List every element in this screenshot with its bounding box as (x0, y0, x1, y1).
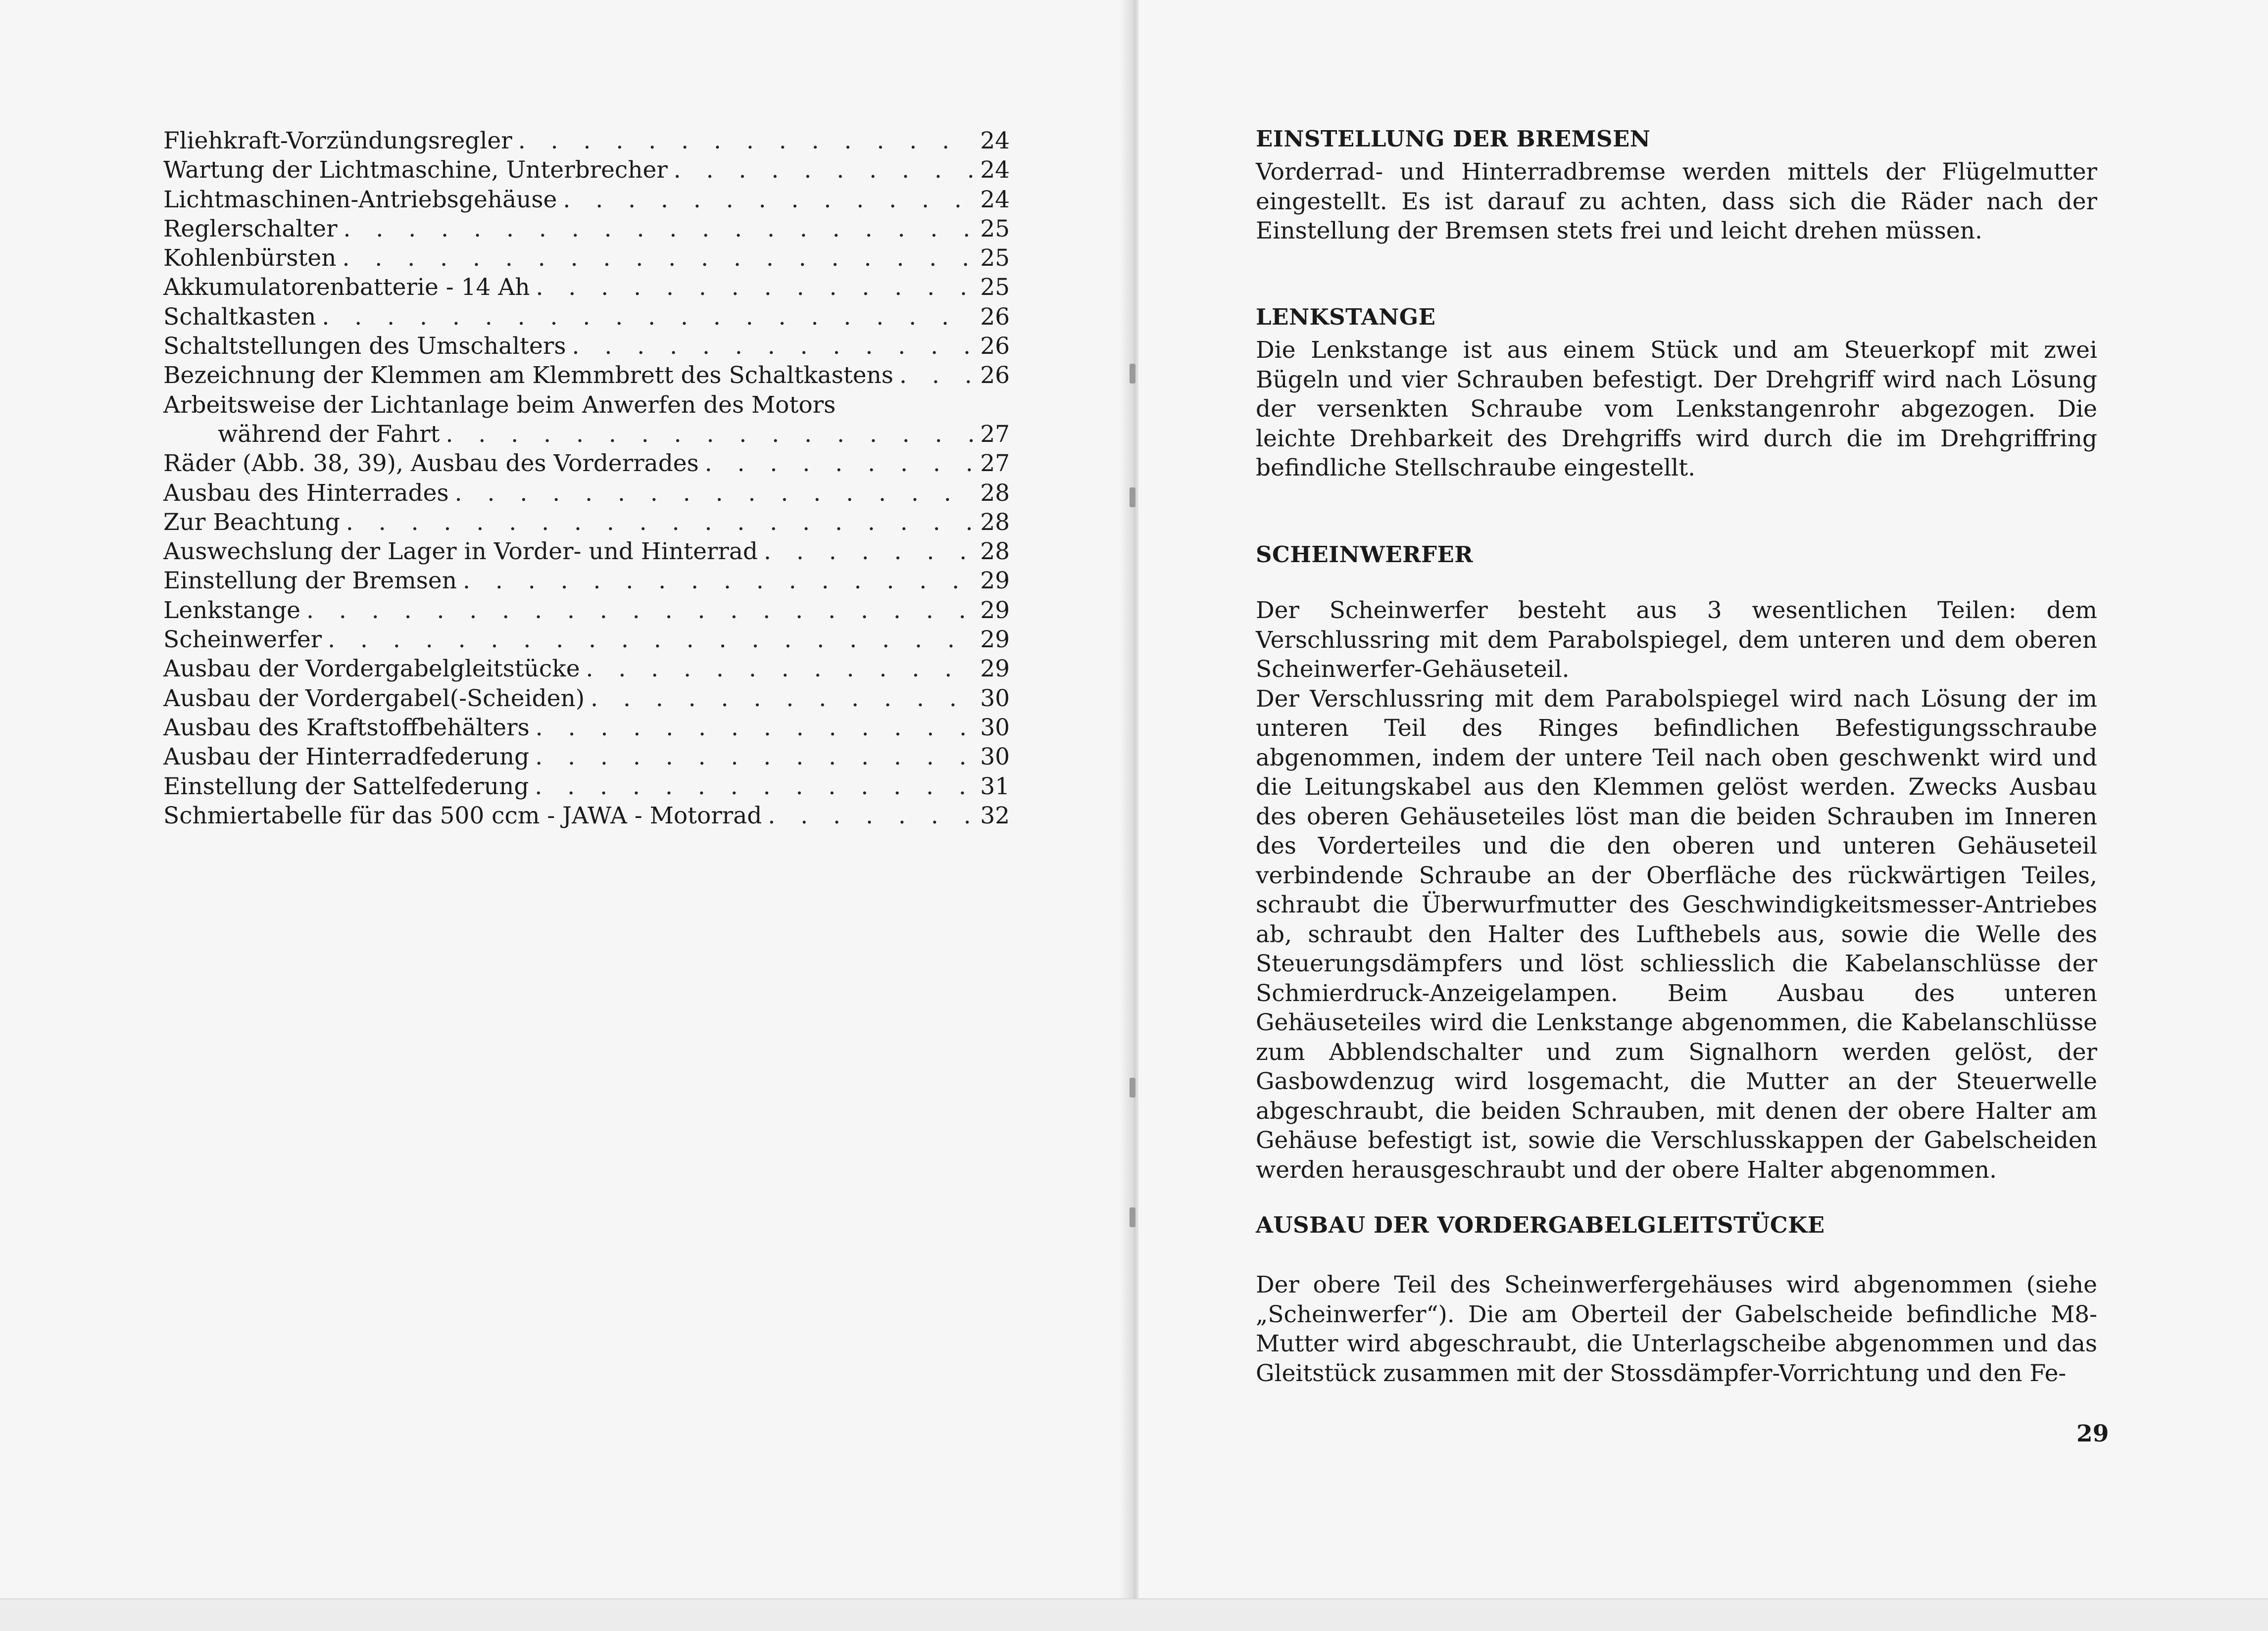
toc-entry (163, 420, 1010, 449)
table-of-contents (163, 126, 1010, 830)
paragraph: Der obere Teil des Scheinwerfergehäuses wird abgenommen (siehe „Scheinwerfer“). Die am Oberteil der Gabelscheide befindliche M8-Mutter wird abgeschraubt, die Unterlagscheibe abgenommen und das Gleitstück zusammen mit der Stossdämpfer-Vorrichtung und den Fe- (1256, 1271, 2097, 1387)
toc-entry-title: Akkumulatorenbatterie - 14 Ah (163, 274, 530, 301)
toc-entry (163, 214, 1010, 243)
toc-leader-dots (338, 214, 975, 243)
toc-leader-dots (529, 772, 975, 801)
toc-entry-title: Fliehkraft-Vorzündungsregler (163, 127, 512, 154)
toc-entry-title: Ausbau der Vordergabel(-Scheiden) (163, 684, 585, 712)
toc-entry (163, 185, 1010, 214)
toc-entry (163, 332, 1010, 361)
toc-leader-dots (557, 185, 975, 214)
toc-entry-title: Scheinwerfer (163, 626, 322, 654)
toc-entry-title: Lenkstange (163, 596, 300, 624)
toc-entry-title: Reglerschalter (163, 215, 338, 242)
toc-entry-title: Arbeitsweise der Lichtanlage beim Anwerfen des Motors (163, 391, 836, 419)
paragraph: Der Verschlussring mit dem Parabolspiegel wird nach Lösung der im unteren Teil des Ringes befindlichen Befestigungsschraube abgenommen, indem der untere Teil nach oben geschwenkt wird und die Leitungskabel aus den Klemmen gelöst werden. Zwecks Ausbau des oberen Gehäuseteiles löst man die beiden Schrauben im Inneren des Vorderteiles und die den oberen und unteren Gehäuseteil verbindende Schraube an der Oberfläche des rückwärtigen Teiles, schraubt die Überwurfmutter des Geschwindigkeitsmesser-Antriebes ab, schraubt den Halter des Lufthebels aus, sowie die Welle des Steuerungsdämpfers und löst schliesslich die Kabelanschlüsse der Schmierdruck-Anzeigelampen. Beim Ausbau des unteren Gehäuseteiles wird die Lenkstange abgenommen, die Kabelanschlüsse zum Abblendschalter und zum Signalhorn werden gelöst, der Gasbowdenzug wird losgemacht, die Mutter an der Steuerwelle abgeschraubt, die beiden Schrauben, mit denen der obere Halter am Gehäuse befestigt ist, sowie die Verschlusskappen der Gabelscheiden werden herausgeschraubt und der obere Halter abgenommen. (1256, 685, 2097, 1184)
toc-entry-title: Schmiertabelle für das 500 ccm - JAWA - Motorrad (163, 802, 762, 829)
toc-entry-page: 30 (980, 714, 1010, 741)
toc-entry-page: 28 (980, 479, 1010, 507)
toc-entry-title: Räder (Abb. 38, 39), Ausbau des Vorderrades (163, 450, 699, 478)
toc-entry-page: 30 (980, 684, 1010, 712)
toc-entry-title: Einstellung der Bremsen (163, 567, 457, 595)
toc-entry-page: 32 (980, 802, 1010, 829)
toc-entry-title: Ausbau des Hinterrades (163, 479, 449, 507)
toc-leader-dots (449, 479, 975, 508)
toc-leader-dots (585, 684, 975, 713)
binding-staple (1130, 487, 1135, 507)
toc-entry-page: 24 (980, 127, 1010, 154)
toc-entry (163, 155, 1010, 185)
toc-entry-page: 27 (980, 450, 1010, 478)
toc-entry-title: Ausbau der Hinterradfederung (163, 743, 530, 771)
toc-leader-dots (668, 155, 975, 185)
section-heading: EINSTELLUNG DER BREMSEN (1256, 126, 1651, 152)
toc-entry-page: 30 (980, 743, 1010, 771)
toc-entry-title: während der Fahrt (218, 420, 440, 448)
toc-entry (163, 273, 1010, 302)
toc-entry-title: Schaltstellungen des Umschalters (163, 333, 566, 360)
toc-entry (163, 742, 1010, 771)
toc-entry-page: 24 (980, 156, 1010, 184)
toc-leader-dots (580, 654, 975, 683)
toc-leader-dots (440, 420, 975, 449)
section-gleitstuecke (1256, 1210, 2097, 1388)
section-heading: LENKSTANGE (1256, 304, 1436, 330)
toc-entry (163, 479, 1010, 508)
toc-entry-page: 29 (980, 567, 1010, 595)
toc-entry-title: Bezeichnung der Klemmen am Klemmbrett des Schaltkastens (163, 362, 893, 389)
toc-entry-page: 27 (980, 420, 1010, 448)
toc-entry (163, 625, 1010, 654)
toc-entry (163, 596, 1010, 625)
toc-entry (163, 390, 1010, 420)
paragraph: Der Scheinwerfer besteht aus 3 wesentlichen Teilen: dem Verschlussring mit dem Parabolspiegel, dem unteren und dem oberen Scheinwerfer-Gehäuseteil. (1256, 597, 2097, 683)
toc-leader-dots (699, 449, 975, 478)
toc-entry-title: Schaltkasten (163, 303, 316, 331)
toc-entry (163, 449, 1010, 478)
toc-leader-dots (316, 302, 975, 332)
toc-entry-page: 29 (980, 655, 1010, 683)
toc-leader-dots (336, 243, 975, 273)
toc-entry-page: 28 (980, 508, 1010, 536)
toc-entry-page: 26 (980, 362, 1010, 389)
toc-leader-dots (529, 742, 975, 771)
toc-entry (163, 361, 1010, 390)
toc-entry-title: Auswechslung der Lager in Vorder- und Hinterrad (163, 538, 758, 566)
toc-entry-title: Einstellung der Sattelfederung (163, 772, 529, 800)
toc-entry-title: Zur Beachtung (163, 508, 340, 536)
toc-entry-title: Ausbau des Kraftstoffbehälters (163, 714, 530, 741)
toc-leader-dots (300, 596, 975, 625)
toc-entry-title: Ausbau der Vordergabelgleitstücke (163, 655, 580, 683)
section-scheinwerfer (1256, 539, 2097, 1185)
toc-entry-title: Kohlenbürsten (163, 244, 337, 272)
page-number: 29 (2076, 1420, 2109, 1447)
toc-entry (163, 713, 1010, 742)
toc-entry-page: 29 (980, 596, 1010, 624)
paragraph: Die Lenkstange ist aus einem Stück und am Steuerkopf mit zwei Bügeln und vier Schrauben befestigt. Der Drehgriff wird nach Lösung der versenkten Schraube vom Lenkstangenrohr abgezogen. Die leichte Drehbarkeit des Drehgriffs wird durch die im Drehgriffring befindliche Stellschraube eingestellt. (1256, 336, 2097, 481)
toc-entry (163, 684, 1010, 713)
toc-leader-dots (512, 126, 975, 155)
toc-entry (163, 302, 1010, 332)
toc-entry-page: 26 (980, 303, 1010, 331)
binding-staple (1130, 1078, 1135, 1098)
toc-entry-page: 24 (980, 186, 1010, 213)
paragraph: Vorderrad- und Hinterradbremse werden mittels der Flügelmutter eingestellt. Es ist darauf zu achten, dass sich die Räder nach der Einstellung der Bremsen stets frei und leicht drehen müssen. (1256, 158, 2097, 244)
toc-entry-page: 28 (980, 538, 1010, 566)
toc-entry-title: Wartung der Lichtmaschine, Unterbrecher (163, 156, 668, 184)
toc-entry (163, 508, 1010, 537)
toc-entry-page: 26 (980, 333, 1010, 360)
toc-entry-page: 31 (980, 772, 1010, 800)
binding-staple (1130, 364, 1135, 384)
section-heading: AUSBAU DER VORDERGABELGLEITSTÜCKE (1256, 1212, 1825, 1238)
toc-entry (163, 243, 1010, 273)
toc-leader-dots (530, 273, 975, 302)
left-page (0, 0, 1131, 1598)
toc-entry-title: Lichtmaschinen-Antriebsgehäuse (163, 186, 557, 213)
toc-entry (163, 654, 1010, 683)
toc-entry-page: 25 (980, 215, 1010, 242)
scan-bottom-edge (0, 1598, 2268, 1631)
toc-entry-page: 29 (980, 626, 1010, 654)
toc-entry-page: 25 (980, 274, 1010, 301)
toc-leader-dots (893, 361, 975, 390)
section-bremsen (1256, 124, 2097, 246)
toc-leader-dots (758, 537, 975, 566)
toc-entry (163, 126, 1010, 155)
binding-staple (1130, 1207, 1135, 1227)
toc-entry-page: 25 (980, 244, 1010, 272)
toc-leader-dots (340, 508, 975, 537)
toc-leader-dots (762, 801, 975, 830)
section-lenkstange (1256, 302, 2097, 483)
toc-entry (163, 801, 1010, 830)
toc-leader-dots (530, 713, 975, 742)
section-heading: SCHEINWERFER (1256, 541, 1474, 568)
toc-entry (163, 566, 1010, 595)
toc-entry (163, 537, 1010, 566)
toc-leader-dots (322, 625, 975, 654)
toc-leader-dots (457, 566, 975, 595)
toc-entry (163, 772, 1010, 801)
toc-leader-dots (566, 332, 975, 361)
